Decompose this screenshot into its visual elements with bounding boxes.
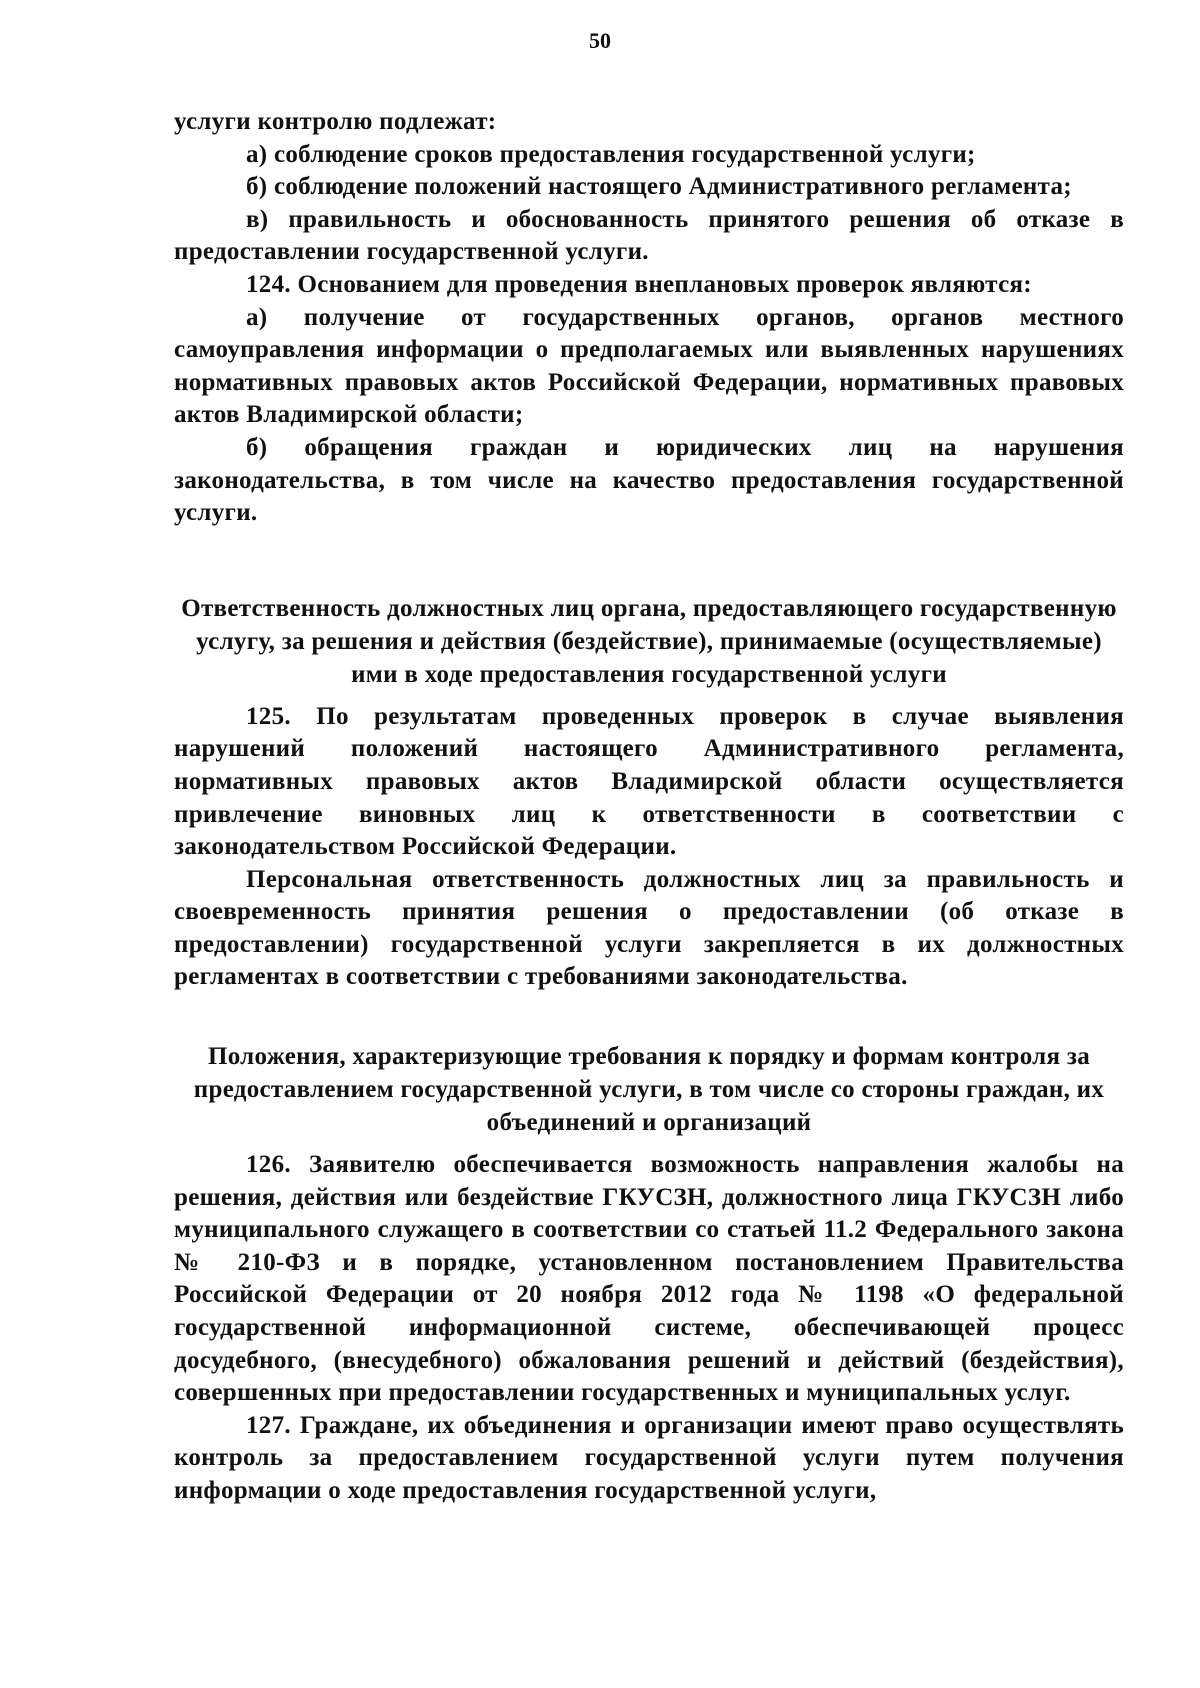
paragraph-125: 125. По результатам проведенных проверок в случае выявления нарушений положений настоящего Административного регламента, нормативных правовых актов Владимирской области осуществляется привлечение виновных лиц к ответственности в соответствии с законодательством Российской Федерации. <box>174 702 1124 861</box>
section-heading-control: Положения, характеризующие требования к порядку и формам контроля за предоставлением государственной услуги, в том числе со стороны граждан, их объединений и организаций <box>193 1043 1105 1137</box>
paragraph-124: 124. Основанием для проведения внеплановых проверок являются: <box>246 270 1032 298</box>
section-spacer <box>174 994 1124 1040</box>
document-body <box>174 106 1124 1508</box>
paragraph-intro: услуги контролю подлежат: <box>174 108 497 135</box>
list-item-c: в) правильность и обоснованность принятого решения об отказе в предоставлении государственной услуги. <box>174 205 1124 266</box>
paragraph-127: 127. Граждане, их объединения и организации имеют право осуществлять контроль за предоставлением государственной услуги путем получения информации о ходе предоставления государственной услуги, <box>174 1411 1124 1504</box>
section-heading-responsibility: Ответственность должностных лиц органа, предоставляющего государственную услугу, за решения и действия (бездействие), принимаемые (осуществляемые) ими в ходе предоставления государственной услуги <box>181 594 1117 688</box>
section-spacer <box>174 1139 1124 1149</box>
list-item-a: а) соблюдение сроков предоставления государственной услуги; <box>246 140 976 168</box>
paragraph-125-2: Персональная ответственность должностных лиц за правильность и своевременность принятия решения о предоставлении (об отказе в предоставлении) государственной услуги закрепляется в их должностных регламентах в соответствии с требованиями законодательства. <box>174 865 1124 991</box>
list-item-b: б) соблюдение положений настоящего Административного регламента; <box>246 173 1072 201</box>
section-spacer <box>174 530 1124 592</box>
paragraph-124-b: б) обращения граждан и юридических лиц на нарушения законодательства, в том числе на качество предоставления государственной услуги. <box>174 433 1124 527</box>
page-number: 50 <box>589 28 611 53</box>
paragraph-126: 126. Заявителю обеспечивается возможность направления жалобы на решения, действия или бездействие ГКУСЗН, должностного лица ГКУСЗН либо муниципального служащего в соответствии со статьей 11.2 Федерального закона № 210-ФЗ и в порядке, установленном постановлением Правительства Российской Федерации от 20 ноября 2012 года № 1198 «О федеральной государственной информационной системе, обеспечивающей процесс досудебного, (внесудебного) обжалования решений и действий (бездействия), совершенных при предоставлении государственных и муниципальных услуг. <box>174 1151 1124 1407</box>
section-spacer <box>174 691 1124 701</box>
paragraph-124-a: а) получение от государственных органов, органов местного самоуправления информации о предполагаемых или выявленных нарушениях нормативных правовых актов Российской Федерации, нормативных правовых актов Владимирской области; <box>174 303 1124 429</box>
